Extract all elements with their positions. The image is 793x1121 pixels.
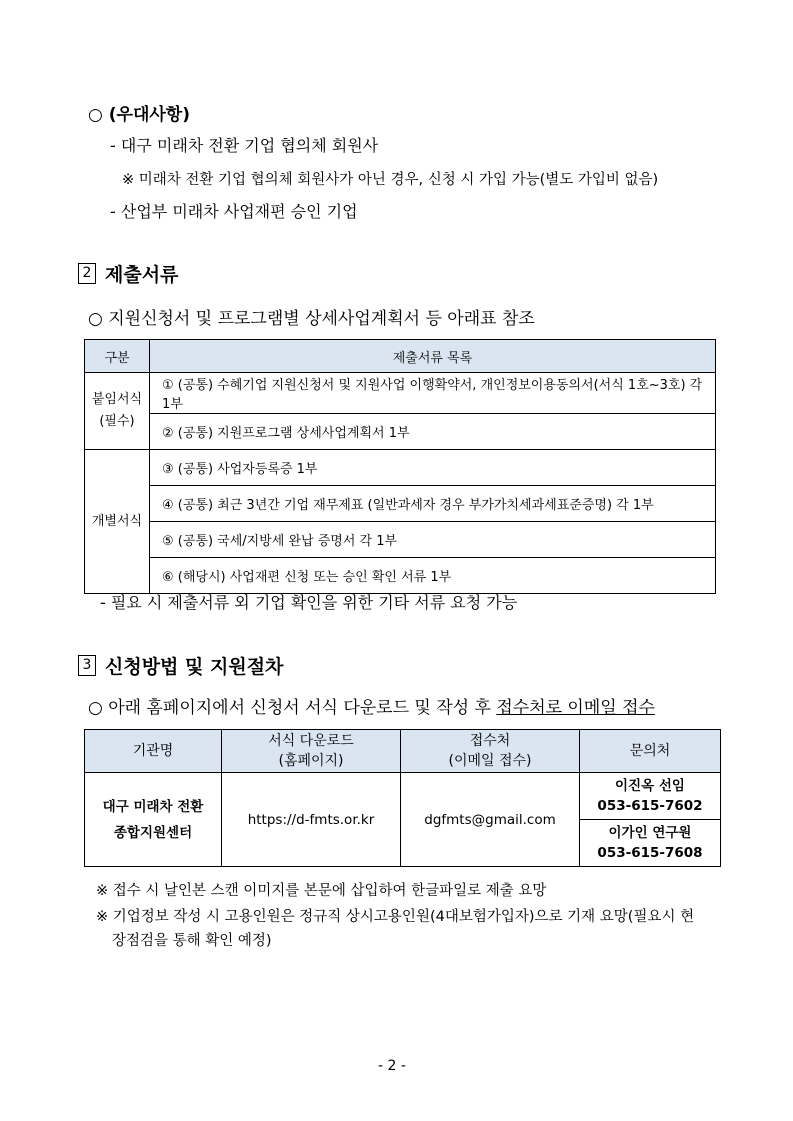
document-item: ② (공통) 지원프로그램 상세사업계획서 1부	[150, 414, 716, 450]
header-line: 접수처	[469, 733, 511, 749]
table-header	[401, 730, 580, 773]
category-cell	[85, 450, 150, 594]
documents-table	[84, 339, 716, 594]
homepage-link[interactable]: https://d-fmts.or.kr	[222, 773, 401, 867]
document-item: ③ (공통) 사업자등록증 1부	[150, 450, 716, 486]
document-item: ⑤ (공통) 국세/지방세 완납 증명서 각 1부	[150, 522, 716, 558]
table-header: 문의처	[580, 730, 721, 773]
contact-name: 이진옥 선임	[615, 778, 685, 794]
table-header: 구분	[85, 340, 150, 373]
contact-phone: 053-615-7602	[597, 798, 703, 814]
section-title: 신청방법 및 지원절차	[105, 656, 284, 678]
section-3-intro	[88, 693, 655, 718]
contact-name: 이가인 연구원	[608, 825, 692, 841]
email-link[interactable]: dgfmts@gmail.com	[401, 773, 580, 867]
intro-text: ○ 아래 홈페이지에서 신청서 서식 다운로드 및 작성 후	[88, 698, 497, 718]
page-number: - 2 -	[378, 1058, 406, 1074]
section-3-note: 장점검을 통해 확인 예정)	[112, 933, 272, 949]
org-name-line: 종합지원센터	[113, 824, 193, 841]
org-cell	[85, 773, 222, 867]
contact-phone: 053-615-7608	[597, 845, 703, 861]
header-line: 서식 다운로드	[268, 733, 354, 749]
section-2-heading	[78, 260, 178, 287]
header-line: (이메일 접수)	[448, 753, 532, 769]
section-3-note: ※ 접수 시 날인본 스캔 이미지를 본문에 삽입하여 한글파일로 제출 요망	[96, 883, 547, 899]
section-2-footnote: - 필요 시 제출서류 외 기업 확인을 위한 기타 서류 요청 가능	[100, 593, 518, 612]
section-3-heading	[78, 652, 283, 679]
category-label: (필수)	[99, 414, 135, 429]
contact-cell	[580, 773, 721, 820]
document-item: ⑥ (해당시) 사업재편 신청 또는 승인 확인 서류 1부	[150, 558, 716, 594]
table-header: 제출서류 목록	[150, 340, 716, 373]
category-label: 개별서식	[91, 513, 143, 529]
section-3-note: ※ 기업정보 작성 시 고용인원은 정규직 상시고용인원(4대보험가입자)으로 기재 요망(필요시 현	[96, 909, 695, 925]
section-number-box: 3	[78, 655, 96, 676]
org-name-line: 대구 미래차 전환	[102, 798, 204, 815]
table-header: 기관명	[85, 730, 222, 773]
document-item: ④ (공통) 최근 3년간 기업 재무제표 (일반과세자 경우 부가가치세과세표준증명) 각 1부	[150, 486, 716, 522]
table-header	[222, 730, 401, 773]
header-line: (홈페이지)	[278, 753, 344, 769]
preference-item: - 대구 미래차 전환 기업 협의체 회원사	[110, 136, 379, 155]
preference-note: ※ 미래차 전환 기업 협의체 회원사가 아닌 경우, 신청 시 가입 가능(별도 가입비 없음)	[122, 172, 659, 188]
section-title: 제출서류	[105, 264, 179, 286]
intro-underlined-text: 접수처로 이메일 접수	[496, 698, 655, 718]
institution-table	[84, 729, 721, 867]
category-cell	[85, 373, 150, 450]
preference-item: - 산업부 미래차 사업재편 승인 기업	[110, 202, 358, 221]
section-2-intro: ○ 지원신청서 및 프로그램별 상세사업계획서 등 아래표 참조	[88, 309, 535, 329]
document-item: ① (공통) 수혜기업 지원신청서 및 지원사업 이행확약서, 개인정보이용동의서(서식 1호~3호) 각 1부	[150, 373, 716, 414]
category-label: 붙임서식	[91, 392, 143, 407]
preference-heading: ○ (우대사항)	[88, 105, 190, 125]
contact-cell	[580, 820, 721, 867]
section-number-box: 2	[78, 263, 96, 284]
